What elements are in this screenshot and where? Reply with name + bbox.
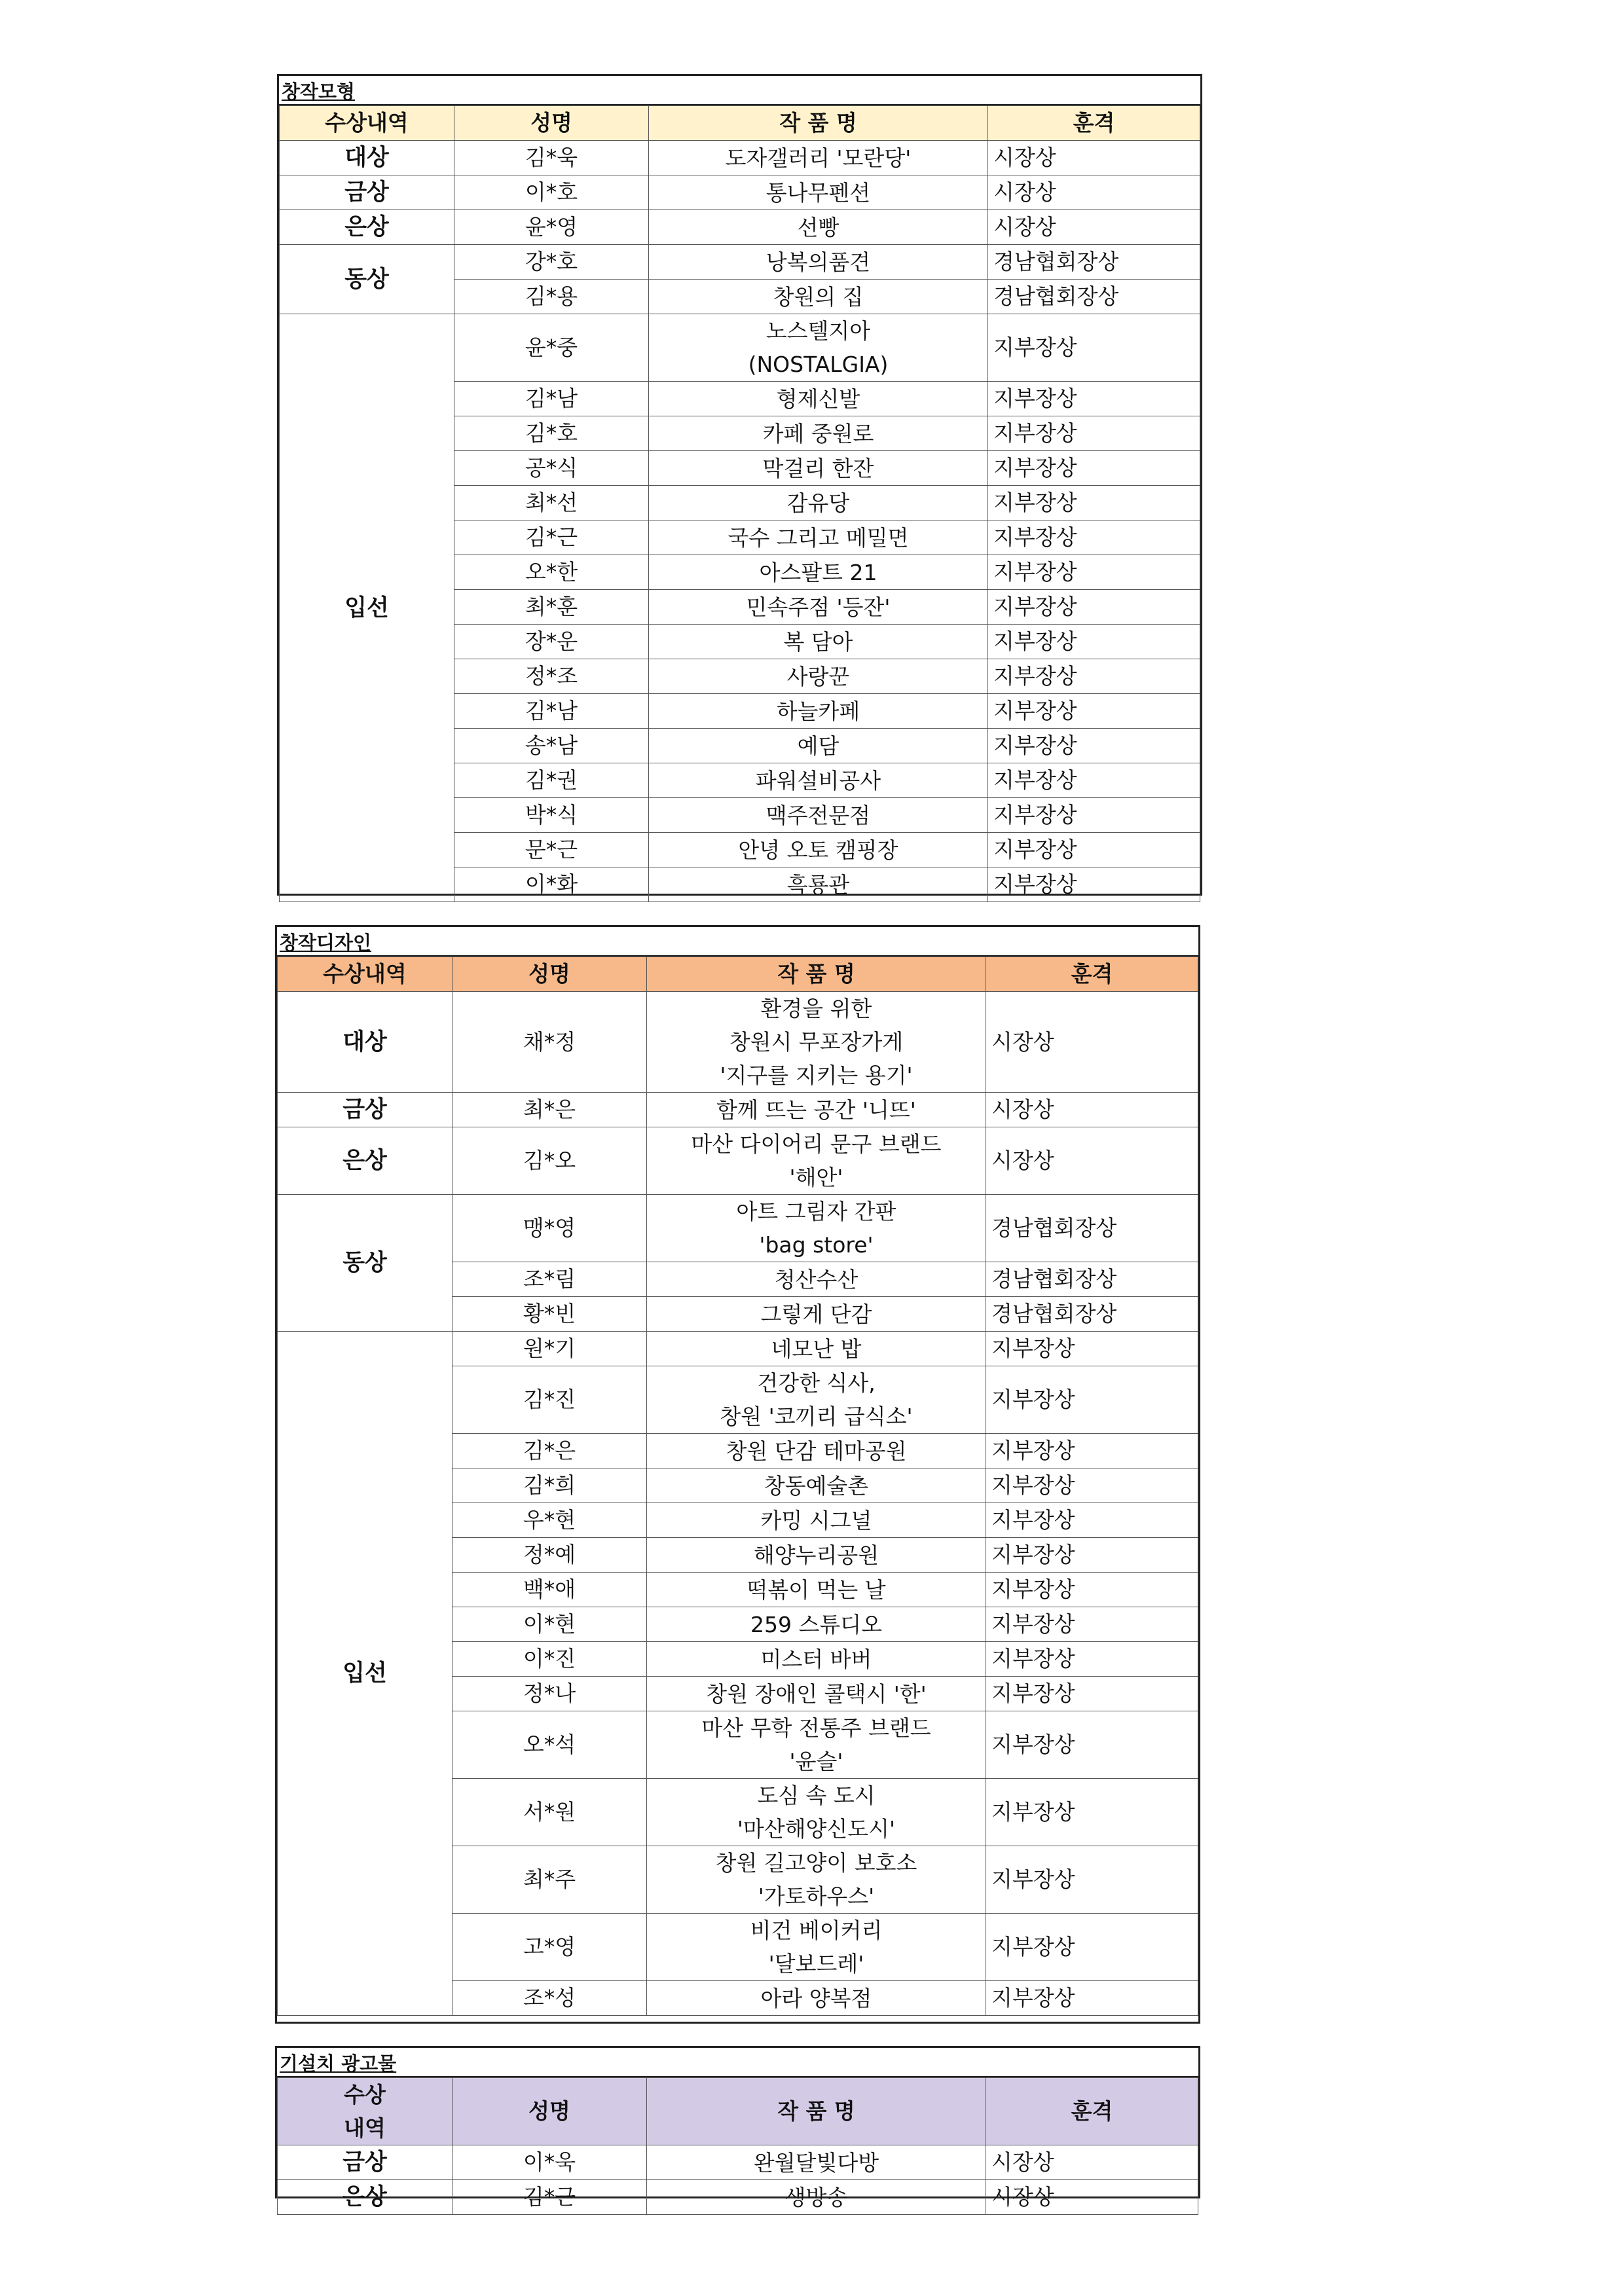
award-cell: 동상 <box>278 1195 452 1332</box>
work-cell <box>647 1093 986 1127</box>
header-honor: 훈격 <box>986 957 1198 992</box>
work-title: 창동예술촌 <box>764 1472 869 1499</box>
award-cell: 은상 <box>280 210 454 245</box>
work-cell <box>647 992 986 1093</box>
honor-cell: 시장상 <box>986 1127 1198 1195</box>
work-cell <box>647 1642 986 1677</box>
name-cell: 최*주 <box>452 1846 647 1914</box>
work-title: 아스팔트 21 <box>759 559 877 585</box>
honor-cell: 시장상 <box>986 2145 1198 2180</box>
work-title: 마산 다이어리 문구 브랜드 '해안' <box>691 1131 942 1190</box>
honor-cell: 지부장상 <box>986 1503 1198 1538</box>
work-cell <box>649 141 988 175</box>
work-cell <box>649 659 988 694</box>
work-cell <box>647 1434 986 1468</box>
honor-cell: 지부장상 <box>986 1434 1198 1468</box>
work-title: 청산수산 <box>774 1266 858 1292</box>
award-cell: 금상 <box>280 175 454 210</box>
honor-cell: 지부장상 <box>986 1846 1198 1914</box>
work-cell <box>647 1127 986 1195</box>
awards-table <box>277 957 1198 2016</box>
work-title: 통나무펜션 <box>766 179 871 206</box>
work-cell <box>647 1332 986 1366</box>
name-cell: 공*식 <box>454 451 649 486</box>
work-title: 감유당 <box>786 490 850 516</box>
section-title: 기설치 광고물 <box>277 2048 1198 2077</box>
section-title: 창작디자인 <box>277 927 1198 957</box>
table-row <box>280 141 1200 175</box>
work-cell <box>647 1981 986 2016</box>
table-row <box>278 1093 1198 1127</box>
honor-cell: 지부장상 <box>988 694 1200 729</box>
header-row <box>280 106 1200 141</box>
name-cell: 문*근 <box>454 833 649 867</box>
header-row <box>278 2078 1198 2145</box>
header-honor: 훈격 <box>988 106 1200 141</box>
work-cell <box>649 245 988 280</box>
honor-cell: 경남협회장상 <box>986 1195 1198 1262</box>
honor-cell: 지부장상 <box>986 1642 1198 1677</box>
honor-cell: 경남협회장상 <box>986 1297 1198 1332</box>
table-body <box>278 992 1198 2016</box>
work-title: 카밍 시그널 <box>760 1507 872 1533</box>
name-cell: 강*호 <box>454 245 649 280</box>
table-row <box>280 175 1200 210</box>
name-cell: 김*근 <box>452 2180 647 2215</box>
honor-cell: 지부장상 <box>986 1914 1198 1981</box>
work-cell <box>649 210 988 245</box>
work-title: 선빵 <box>797 214 840 240</box>
honor-cell: 지부장상 <box>986 1332 1198 1366</box>
work-title: 네모난 밥 <box>771 1336 862 1362</box>
work-title: 그렇게 단감 <box>760 1301 872 1327</box>
table-row <box>278 1195 1198 1262</box>
award-cell: 대상 <box>278 992 452 1093</box>
name-cell: 정*나 <box>452 1677 647 1711</box>
work-cell <box>649 451 988 486</box>
name-cell: 박*식 <box>454 798 649 833</box>
honor-cell: 지부장상 <box>988 763 1200 798</box>
name-cell: 김*권 <box>454 763 649 798</box>
table-row <box>278 2180 1198 2215</box>
honor-cell: 지부장상 <box>988 833 1200 867</box>
honor-cell: 경남협회장상 <box>988 245 1200 280</box>
work-title: 환경을 위한 창원시 무포장가게 '지구를 지키는 용기' <box>720 996 913 1088</box>
honor-cell: 지부장상 <box>986 1779 1198 1846</box>
header-name: 성명 <box>452 957 647 992</box>
awards-table <box>277 2077 1198 2215</box>
name-cell: 오*한 <box>454 555 649 590</box>
work-cell <box>649 175 988 210</box>
name-cell: 이*화 <box>454 867 649 902</box>
section-installed-ads <box>275 2046 1200 2210</box>
work-cell <box>649 520 988 555</box>
award-cell: 금상 <box>278 2145 452 2180</box>
honor-cell: 지부장상 <box>986 1573 1198 1607</box>
work-cell <box>647 2145 986 2180</box>
work-title: 예담 <box>797 733 840 759</box>
name-cell: 고*영 <box>452 1914 647 1981</box>
header-row <box>278 957 1198 992</box>
name-cell: 이*욱 <box>452 2145 647 2180</box>
honor-cell: 시장상 <box>986 992 1198 1093</box>
work-cell <box>649 833 988 867</box>
work-title: 파워설비공사 <box>755 767 881 793</box>
work-cell <box>647 1503 986 1538</box>
section-creative-design <box>275 925 1200 2024</box>
header-award <box>278 2078 452 2145</box>
honor-cell: 지부장상 <box>988 314 1200 382</box>
honor-cell: 지부장상 <box>988 590 1200 625</box>
name-cell: 김*남 <box>454 382 649 416</box>
work-cell <box>647 1779 986 1846</box>
work-title: 떡볶이 먹는 날 <box>747 1576 886 1603</box>
honor-cell: 시장상 <box>988 210 1200 245</box>
honor-cell: 지부장상 <box>988 416 1200 451</box>
award-cell: 금상 <box>278 1093 452 1127</box>
work-cell <box>649 729 988 763</box>
name-cell: 백*애 <box>452 1573 647 1607</box>
name-cell: 맹*영 <box>452 1195 647 1262</box>
work-cell <box>649 280 988 314</box>
award-cell: 대상 <box>280 141 454 175</box>
honor-cell: 지부장상 <box>986 1366 1198 1434</box>
work-title: 막걸리 한잔 <box>762 455 874 481</box>
awards-table <box>279 105 1200 902</box>
table-row <box>280 245 1200 280</box>
work-cell <box>647 1297 986 1332</box>
work-title: 카페 중원로 <box>762 420 874 446</box>
work-title: 안녕 오토 캠핑장 <box>738 837 898 863</box>
work-title: 노스텔지아 (NOSTALGIA) <box>748 318 889 377</box>
name-cell: 윤*영 <box>454 210 649 245</box>
name-cell: 이*진 <box>452 1642 647 1677</box>
honor-cell: 지부장상 <box>988 625 1200 659</box>
work-title: 하늘카페 <box>776 698 860 724</box>
section-creative-model <box>277 74 1202 896</box>
work-cell <box>647 1195 986 1262</box>
work-title: 창원 장애인 콜택시 '한' <box>706 1681 927 1707</box>
work-cell <box>649 763 988 798</box>
name-cell: 김*오 <box>452 1127 647 1195</box>
work-title: 비건 베이커리 '달보드레' <box>750 1918 883 1977</box>
work-title: 도자갤러리 '모란당' <box>725 145 912 171</box>
work-cell <box>649 625 988 659</box>
work-title: 사랑꾼 <box>786 663 850 689</box>
header-name: 성명 <box>452 2078 647 2145</box>
header-work: 작 품 명 <box>649 106 988 141</box>
name-cell: 김*욱 <box>454 141 649 175</box>
work-cell <box>649 486 988 520</box>
award-cell: 동상 <box>280 245 454 314</box>
work-title: 민속주점 '등잔' <box>746 594 891 620</box>
name-cell: 정*예 <box>452 1538 647 1573</box>
name-cell: 서*원 <box>452 1779 647 1846</box>
name-cell: 정*조 <box>454 659 649 694</box>
honor-cell: 지부장상 <box>988 451 1200 486</box>
honor-cell: 지부장상 <box>986 1981 1198 2016</box>
work-cell <box>647 1573 986 1607</box>
name-cell: 조*성 <box>452 1981 647 2016</box>
work-cell <box>649 694 988 729</box>
work-cell <box>647 1846 986 1914</box>
header-name: 성명 <box>454 106 649 141</box>
name-cell: 최*훈 <box>454 590 649 625</box>
honor-cell: 지부장상 <box>988 382 1200 416</box>
section-title: 창작모형 <box>279 76 1200 105</box>
work-cell <box>647 2180 986 2215</box>
name-cell: 윤*중 <box>454 314 649 382</box>
name-cell: 최*선 <box>454 486 649 520</box>
work-title: 생방송 <box>784 2184 848 2210</box>
work-title: 완월달빛다방 <box>753 2149 879 2176</box>
honor-cell: 지부장상 <box>988 555 1200 590</box>
work-title: 아라 양복점 <box>760 1985 872 2011</box>
work-cell <box>649 416 988 451</box>
table-body <box>280 141 1200 902</box>
award-cell: 입선 <box>280 314 454 902</box>
work-title: 복 담아 <box>783 629 853 655</box>
name-cell: 김*남 <box>454 694 649 729</box>
honor-cell: 지부장상 <box>986 1711 1198 1779</box>
name-cell: 김*은 <box>452 1434 647 1468</box>
name-cell: 원*기 <box>452 1332 647 1366</box>
honor-cell: 지부장상 <box>986 1607 1198 1642</box>
name-cell: 황*빈 <box>452 1297 647 1332</box>
name-cell: 이*현 <box>452 1607 647 1642</box>
work-cell <box>647 1366 986 1434</box>
work-title: 해양누리공원 <box>753 1542 879 1568</box>
name-cell: 송*남 <box>454 729 649 763</box>
honor-cell: 경남협회장상 <box>988 280 1200 314</box>
work-title: 형제신발 <box>776 386 860 412</box>
honor-cell: 지부장상 <box>986 1538 1198 1573</box>
name-cell: 김*희 <box>452 1468 647 1503</box>
work-cell <box>647 1538 986 1573</box>
honor-cell: 지부장상 <box>988 729 1200 763</box>
work-cell <box>649 798 988 833</box>
work-cell <box>647 1677 986 1711</box>
table-row <box>280 314 1200 382</box>
header-work: 작 품 명 <box>647 957 986 992</box>
table-row <box>278 992 1198 1093</box>
table-body <box>278 2145 1198 2215</box>
work-title: 창원 단감 테마공원 <box>726 1438 907 1464</box>
work-title: 건강한 식사, 창원 '코끼리 급식소' <box>720 1370 913 1429</box>
work-cell <box>647 1468 986 1503</box>
honor-cell: 지부장상 <box>988 867 1200 902</box>
header-work: 작 품 명 <box>647 2078 986 2145</box>
name-cell: 김*호 <box>454 416 649 451</box>
header-award: 수상내역 <box>280 106 454 141</box>
honor-cell: 경남협회장상 <box>986 1262 1198 1297</box>
work-title: 아트 그림자 간판 'bag store' <box>736 1199 896 1258</box>
work-title: 259 스튜디오 <box>750 1611 882 1637</box>
work-title: 흑룡관 <box>786 871 850 898</box>
work-title: 창원의 집 <box>773 283 864 310</box>
honor-cell: 시장상 <box>986 2180 1198 2215</box>
work-title: 마산 무학 전통주 브랜드 '윤슬' <box>701 1715 931 1774</box>
name-cell: 최*은 <box>452 1093 647 1127</box>
name-cell: 장*운 <box>454 625 649 659</box>
honor-cell: 지부장상 <box>988 486 1200 520</box>
work-cell <box>649 314 988 382</box>
work-title: 국수 그리고 메밀면 <box>728 524 909 551</box>
name-cell: 김*진 <box>452 1366 647 1434</box>
header-award-label: 수상 내역 <box>344 2082 386 2141</box>
name-cell: 조*림 <box>452 1262 647 1297</box>
work-title: 미스터 바버 <box>760 1646 872 1672</box>
work-cell <box>649 867 988 902</box>
table-row <box>280 210 1200 245</box>
honor-cell: 지부장상 <box>988 798 1200 833</box>
work-cell <box>647 1607 986 1642</box>
honor-cell: 지부장상 <box>986 1677 1198 1711</box>
name-cell: 김*용 <box>454 280 649 314</box>
work-cell <box>647 1914 986 1981</box>
work-title: 맥주전문점 <box>766 802 871 828</box>
table-row <box>278 1127 1198 1195</box>
honor-cell: 시장상 <box>986 1093 1198 1127</box>
name-cell: 채*정 <box>452 992 647 1093</box>
name-cell: 오*석 <box>452 1711 647 1779</box>
work-cell <box>647 1262 986 1297</box>
honor-cell: 시장상 <box>988 141 1200 175</box>
table-row <box>278 1332 1198 1366</box>
work-title: 창원 길고양이 보호소 '가토하우스' <box>715 1850 917 1909</box>
name-cell: 이*호 <box>454 175 649 210</box>
name-cell: 우*현 <box>452 1503 647 1538</box>
work-title: 도심 속 도시 '마산해양신도시' <box>737 1783 896 1842</box>
award-cell: 은상 <box>278 2180 452 2215</box>
work-cell <box>649 555 988 590</box>
honor-cell: 시장상 <box>988 175 1200 210</box>
work-title: 함께 뜨는 공간 '니뜨' <box>716 1097 916 1123</box>
table-row <box>278 2145 1198 2180</box>
header-honor: 훈격 <box>986 2078 1198 2145</box>
award-cell: 입선 <box>278 1332 452 2016</box>
honor-cell: 지부장상 <box>988 520 1200 555</box>
work-cell <box>647 1711 986 1779</box>
honor-cell: 지부장상 <box>988 659 1200 694</box>
honor-cell: 지부장상 <box>986 1468 1198 1503</box>
work-title: 낭복의품견 <box>766 249 871 275</box>
work-cell <box>649 590 988 625</box>
header-award: 수상내역 <box>278 957 452 992</box>
award-cell: 은상 <box>278 1127 452 1195</box>
name-cell: 김*근 <box>454 520 649 555</box>
work-cell <box>649 382 988 416</box>
